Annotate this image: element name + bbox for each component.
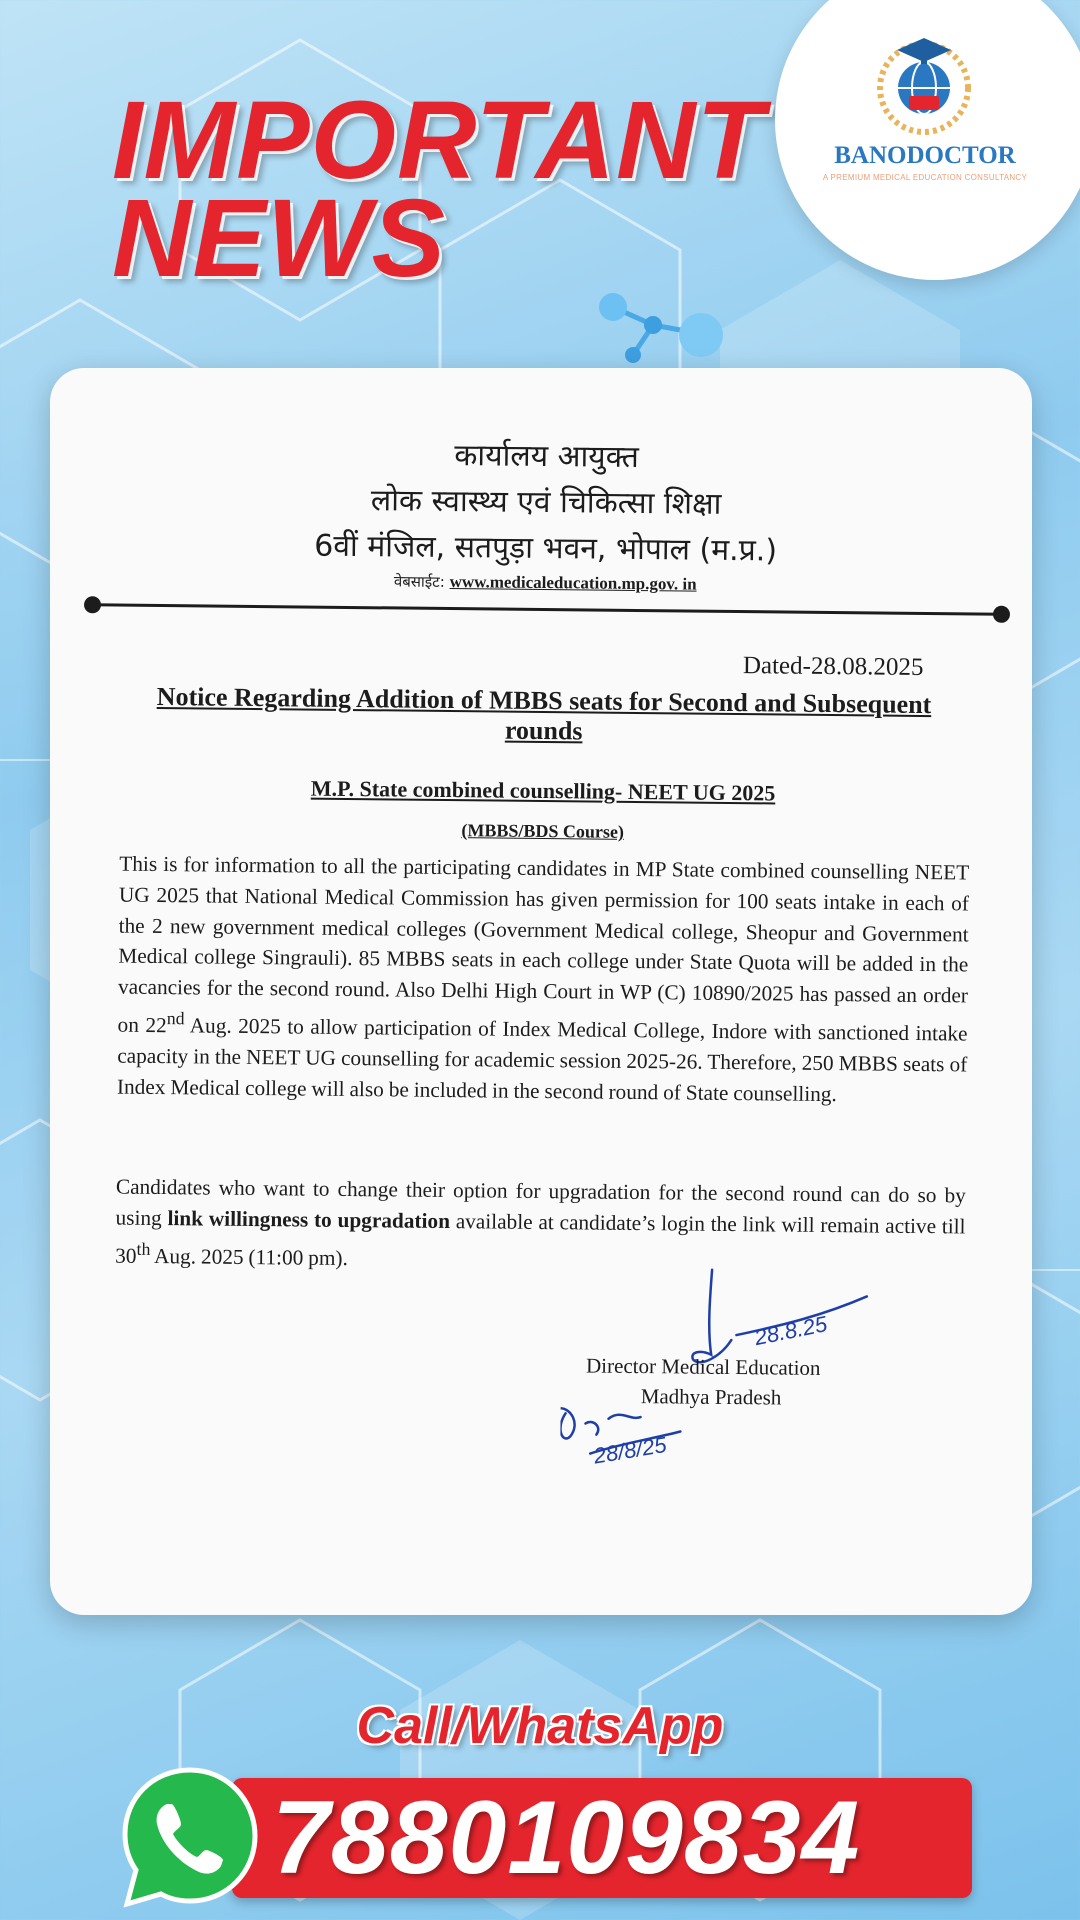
- notice-title: Notice Regarding Addition of MBBS seats for Second and Subsequent rounds: [156, 681, 932, 746]
- website-label: वेबसाईट:: [393, 572, 445, 591]
- website-line: [54, 568, 1032, 598]
- headline-line-2: NEWS: [112, 177, 446, 300]
- notice-document: [50, 368, 1032, 1615]
- notice-page: [50, 368, 1032, 1615]
- phone-number[interactable]: 7880109834: [272, 1780, 861, 1896]
- paragraph-2-text-c: Aug. 2025 (11:00 pm).: [150, 1243, 348, 1270]
- signature-date-2: 28/8/25: [591, 1431, 669, 1469]
- notice-date: Dated-28.08.2025: [742, 652, 924, 681]
- office-name: कार्यालय आयुक्त: [454, 438, 640, 475]
- paragraph-2-ordinal: th: [136, 1238, 151, 1259]
- paragraph-2-text-b: available at candidate’s login the link will remain active till 30: [115, 1208, 966, 1268]
- department-name: लोक स्वास्थ्य एवं चिकित्सा शिक्षा: [370, 483, 722, 522]
- paragraph-1-text-b: Aug. 2025 to allow participation of Index Medical College, Indore with sanctioned intake capacity in the NEET UG counselling for academic session 2025-26. Therefore, 250 MBBS seats of Index Medical college will also be included in the second round of State counselling.: [116, 1013, 968, 1106]
- header-divider: [92, 603, 1002, 616]
- headline: [112, 79, 765, 300]
- notice-paragraph-1: [117, 849, 970, 1111]
- phone-banner[interactable]: [232, 1778, 972, 1898]
- headline-line-1: IMPORTANT: [112, 79, 765, 202]
- whatsapp-phone-icon[interactable]: [115, 1762, 265, 1912]
- signatory-state: Madhya Pradesh: [640, 1384, 782, 1410]
- paragraph-1-text-a: This is for information to all the participating candidates in MP State combined counselling NEET UG 2025 that National Medical Commission has given permission for 100 seats intake in each of the 2 new government medical colleges (Government Medical college, Sheopur and Government Medical college Singrauli). 85 MBBS seats in each college under State Quota will be added in the vacancies for the second round. Also Delhi High Court in WP (C) 10890/2025 has passed an order on 22: [117, 851, 970, 1038]
- office-address: 6वीं मंजिल, सतपुड़ा भवन, भोपाल (म.प्र.): [314, 528, 778, 569]
- graduation-globe-icon: [869, 30, 979, 140]
- signature-date-1: 28.8.25: [752, 1311, 830, 1351]
- course-label: (MBBS/BDS Course): [461, 820, 625, 842]
- paragraph-2-text-a: Candidates who want to change their option for upgradation for the second round can do so by using: [115, 1174, 967, 1230]
- upgradation-link-text: link willingness to upgradation: [167, 1205, 451, 1233]
- brand-tagline: A PREMIUM MEDICAL EDUCATION CONSULTANCY: [822, 173, 1028, 182]
- website-link[interactable]: www.medicaleducation.mp.gov. in: [449, 572, 697, 594]
- call-whatsapp-label: Call/WhatsApp: [356, 1697, 724, 1755]
- paragraph-1-ordinal: nd: [166, 1008, 185, 1029]
- brand-logo: [775, 0, 1080, 280]
- notice-subtitle: M.P. State combined counselling- NEET UG 2025: [310, 775, 776, 806]
- signatory-title: Director Medical Education: [585, 1353, 821, 1380]
- brand-name: BANODOCTOR: [834, 142, 1016, 169]
- molecule-icon: [585, 285, 730, 365]
